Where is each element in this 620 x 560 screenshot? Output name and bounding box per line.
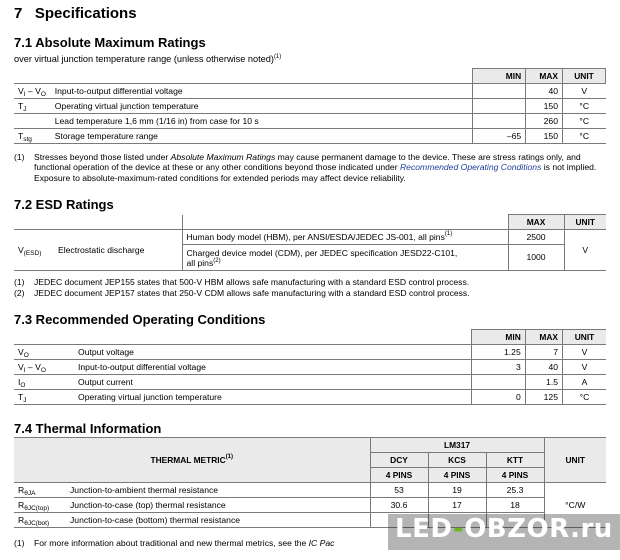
thermal-heading: 7.4 Thermal Information [14, 421, 162, 436]
abs-max-footnote: (1) Stresses beyond those listed under Absolute Maximum Ratings may cause permanent damage to the device. These are stress ratings only, and functional operation of the device at these or any other conditions beyond those indicated under Recommended Operating Conditions is not implied. Exposure to absolute-maximum-rated conditions for extended periods may affect device reliability. [14, 152, 597, 183]
table-row: $T_J$ Operating virtual junction temperature 150 °C [14, 99, 606, 114]
table-row: $V_{(ESD)}$ Electrostatic discharge Human body model (HBM), per ANSI/ESDA/JEDEC JS-001, all pins$^{(1)}$ 2500 V [14, 230, 606, 245]
esd-heading: 7.2 ESD Ratings [14, 197, 114, 212]
roc-table [14, 329, 606, 405]
table-row: Lead temperature 1,6 mm (1/16 in) from case for 10 s 260 °C [14, 114, 606, 129]
watermark-logo: LED-OBZOR.ru [395, 514, 613, 544]
thermal-footnote: (1) For more information about traditional and new thermal metrics, see the IC Pac [14, 538, 335, 548]
table-header-row: MAX UNIT [14, 215, 606, 230]
abs-max-table [14, 68, 606, 144]
table-row: $R_{\theta JA}$ Junction-to-ambient thermal resistance 53 19 25.3 °C/W [14, 483, 606, 498]
table-row: $V_I - V_O$ Input-to-output differential voltage 3 40 V [14, 360, 606, 375]
esd-table [14, 214, 606, 271]
table-row: Charged device model (CDM), per JEDEC specification JESD22-C101, all pins$^{(2)}$ 1000 [14, 245, 606, 271]
roc-link[interactable]: Recommended Operating Conditions [399, 162, 542, 173]
table-row: $R_{\theta JC(bot)}$ Junction-to-case (bottom) thermal resistance [14, 513, 606, 528]
esd-footnote-2: (2) JEDEC document JEP157 states that 250-V CDM allows safe manufacturing with a standard ESD control process. [14, 288, 470, 298]
table-row: $I_O$ Output current 1.5 A [14, 375, 606, 390]
table-row: $T_{stg}$ Storage temperature range –65 150 °C [14, 129, 606, 144]
roc-heading: 7.3 Recommended Operating Conditions [14, 312, 266, 327]
table-row: $R_{\theta JC(top)}$ Junction-to-case (top) thermal resistance 30.6 17 18 [14, 498, 606, 513]
table-row: $T_J$ Operating virtual junction temperature 0 125 °C [14, 390, 606, 405]
table-header-row: DCY KCS KTT [14, 453, 606, 468]
esd-footnote-1: (1) JEDEC document JEP155 states that 500-V HBM allows safe manufacturing with a standard ESD control process. [14, 277, 470, 287]
abs-max-heading: 7.1 Absolute Maximum Ratings [14, 35, 206, 50]
section-heading: 7 Specifications [14, 5, 137, 22]
table-row: $V_I - V_O$ Input-to-output differential voltage 40 V [14, 84, 606, 99]
table-header-row: MIN MAX UNIT [14, 69, 606, 84]
table-header-row: MIN MAX UNIT [14, 330, 606, 345]
table-row: $V_O$ Output voltage 1.25 7 V [14, 345, 606, 360]
table-header-row: 4 PINS 4 PINS 4 PINS [14, 468, 606, 483]
abs-max-note: over virtual junction temperature range (unless otherwise noted)$^{(1)}$ [14, 54, 282, 64]
table-header-row: THERMAL METRIC$^{(1)}$ LM317 UNIT [14, 438, 606, 453]
